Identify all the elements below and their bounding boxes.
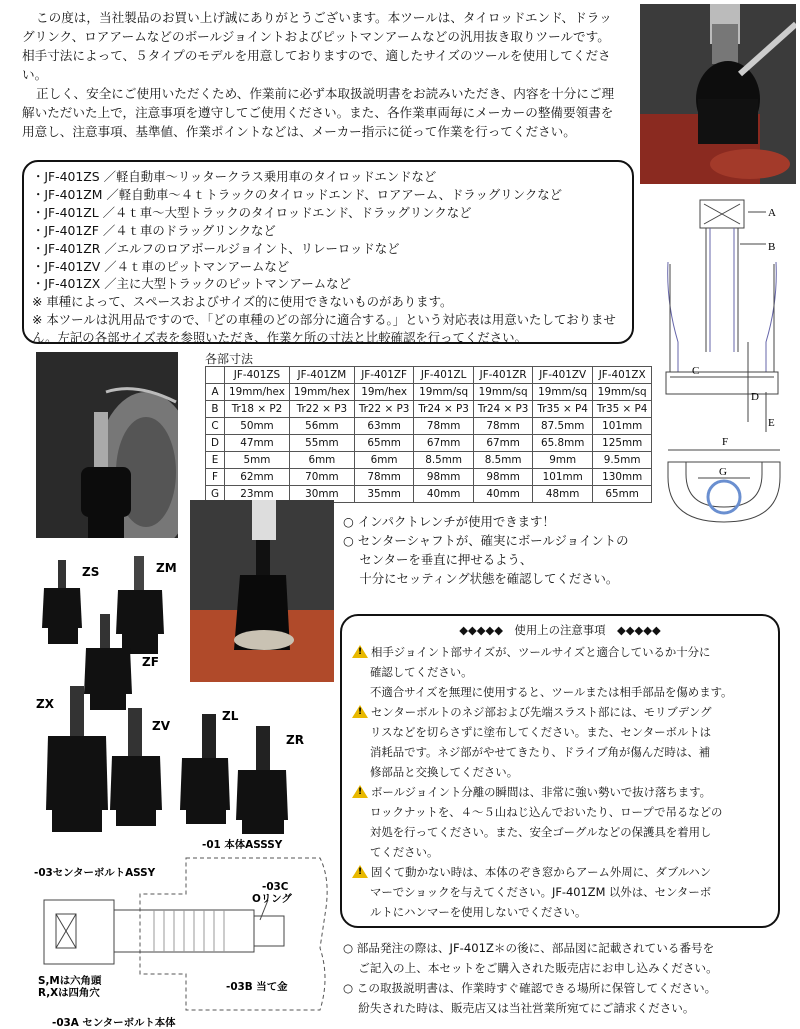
caution-item [352,862,768,922]
usage-notes [343,512,629,588]
table-row [206,469,652,486]
table-cell: 63mm [354,418,414,435]
intro-text [22,8,622,141]
part-label-note1: S,Mは六角頭 [38,975,102,987]
table-cell: 65.8mm [533,435,593,452]
dim-label-d: D [751,391,759,403]
order-note: ご記入の上、本セットをご購入された販売店にお申し込みください。 [343,961,718,975]
table-row [206,452,652,469]
table-cell: 78mm [354,469,414,486]
table-cell: 125mm [592,435,652,452]
order-note: ○ 部品発注の際は、JF-401Z＊の後に、部品図に記載されている番号を [343,941,715,955]
table-cell: Tr24 × P3 [473,401,533,418]
dim-label-g: G [719,466,727,478]
row-label-cell: B [206,401,225,418]
model-item: ・JF-401ZV ／４ｔ車のピットマンアームなど [32,258,290,274]
table-cell: 48mm [533,486,593,503]
tool-label-zm: ZM [156,561,177,575]
table-cell: 9.5mm [592,452,652,469]
table-cell: 62mm [225,469,290,486]
tool-lineup [30,548,330,838]
model-item: ・JF-401ZR ／エルフのロアボールジョイント、リレーロッドなど [32,240,400,256]
usage-photo-top [640,4,796,184]
dim-label-f: F [722,436,729,448]
caution-line: 修部品と交換してください。 [370,765,519,779]
row-label-cell: D [206,435,225,452]
table-cell: Tr18 × P2 [225,401,290,418]
table-cell: 47mm [225,435,290,452]
usage-note: ○ センターシャフトが、確実にボールジョイントの [343,533,629,548]
model-item: ・JF-401ZM ／軽自動車〜４ｔトラックのタイロッドエンド、ロアアーム、ドラッグリンクなど [32,186,563,202]
caution-item [352,702,768,782]
table-cell: 19mm/hex [225,384,290,401]
caution-line: ロックナットを、４〜５山ねじ込んでおいたり、ロープで吊るなどの [370,805,723,819]
caution-line: 消耗品です。ネジ部がやせてきたり、ドライブ角が傷んだ時は、補 [370,745,711,759]
table-cell: 40mm [473,486,533,503]
table-cell: 56mm [289,418,354,435]
table-cell: 35mm [354,486,414,503]
tool-label-zs: ZS [82,565,100,579]
table-cell: 130mm [592,469,652,486]
table-cell: 65mm [354,435,414,452]
table-cell: 67mm [414,435,474,452]
table-header-cell: JF-401ZF [354,367,414,384]
table-cell: 5mm [225,452,290,469]
tool-label-zf: ZF [142,655,159,669]
table-cell: 19mm/sq [592,384,652,401]
part-label-oring-code: -03C [262,881,289,893]
tool-zl-image [180,714,230,824]
order-note: 紛失された時は、販売店又は当社営業所宛てにご請求ください。 [343,1001,695,1015]
table-row [206,384,652,401]
order-notes [343,938,718,1018]
table-cell: 23mm [225,486,290,503]
warning-icon [352,785,368,798]
table-cell: 19m/hex [354,384,414,401]
part-label-bolt-body: -03A センターボルト本体 [52,1017,176,1029]
table-header-cell: JF-401ZL [414,367,474,384]
part-label-oring: Oリング [252,893,292,905]
caution-item [352,782,768,862]
table-cell: 19mm/sq [473,384,533,401]
intro-paragraph-2: 正しく、安全にご使用いただくため、作業前に必ず本取扱説明書をお読みいただき、内容を十分にご理解いただいた上で，注意事項を遵守してご使用ください。また、各作業車両毎にメーカーの整備要領書を用意し、注意事項、基準値、作業ポイントなどは、メーカー指示に従って作業を行ってください。 [22,86,615,139]
table-cell: 9mm [533,452,593,469]
model-note: ※ 本ツールは汎用品ですので、「どの車種のどの部分に適合する。」という対応表は用意いたしておりません。左記の各部サイズ表を参照いただき、作業ケ所の寸法と比較確認を行ってください。 [32,312,616,346]
table-cell: 98mm [473,469,533,486]
caution-line: マーでショックを与えてください。JF-401ZM 以外は、センターボ [370,885,712,899]
sizes-table [205,366,652,503]
part-label-note2: R,Xは四角穴 [38,987,100,999]
table-cell: Tr22 × P3 [289,401,354,418]
intro-paragraph-1: この度は，当社製品のお買い上げ誠にありがとうございます。本ツールは、タイロッドエンド、ドラッグリンク、ロアアームなどのボールジョイントおよびピットマンアームなどの汎用抜き取りツールです。相手寸法によって、５タイプのモデルを用意しておりますので、適したサイズのツールを使用してください。 [22,10,612,82]
table-cell: 6mm [289,452,354,469]
caution-box [340,614,780,928]
table-cell: 19mm/hex [289,384,354,401]
row-label-cell: E [206,452,225,469]
table-cell: Tr24 × P3 [414,401,474,418]
table-row [206,418,652,435]
table-cell: 78mm [473,418,533,435]
dim-label-e: E [768,417,775,429]
caution-item [352,642,768,702]
caution-line: センターボルトのネジ部および先端スラスト部には、モリブデング [371,705,712,719]
dim-label-c: C [692,365,700,377]
usage-note: ○ インパクトレンチが使用できます！ [343,514,555,529]
table-row [206,401,652,418]
caution-line: 固くて動かない時は、本体のぞき窓からアーム外周に、ダブルハン [371,865,712,879]
caution-line: 確認してください。 [370,665,473,679]
table-row [206,435,652,452]
table-cell: 8.5mm [414,452,474,469]
caution-line: リスなどを切らさずに塗布してください。また、センターボルトは [370,725,712,739]
table-cell: Tr35 × P4 [592,401,652,418]
caution-title: ◆◆◆◆◆ 使用上の注意事項 ◆◆◆◆◆ [459,623,661,637]
model-note: ※ 車種によって、スペースおよびサイズ的に使用できないものがあります。 [32,294,453,310]
dim-label-a: A [768,207,776,219]
warning-icon [352,645,368,658]
tool-zr-image [236,726,288,834]
table-cell: 101mm [592,418,652,435]
part-label-plate: -03B 当て金 [226,981,288,993]
tool-zs-image [42,560,82,644]
table-cell: 87.5mm [533,418,593,435]
dim-label-b: B [768,241,776,253]
table-cell: 19mm/sq [533,384,593,401]
table-header-row [206,367,652,384]
table-cell: 19mm/sq [414,384,474,401]
row-label-cell: C [206,418,225,435]
row-label-cell: A [206,384,225,401]
tool-label-zx: ZX [36,697,54,711]
table-cell: 101mm [533,469,593,486]
table-cell: 98mm [414,469,474,486]
table-cell: 67mm [473,435,533,452]
sizes-table-title: 各部寸法 [205,352,254,366]
order-note: ○ この取扱説明書は、作業時すぐ確認できる場所に保管してください。 [343,981,717,995]
part-label-center-bolt: -03センターボルトASSY [34,867,156,879]
model-list-box [22,160,634,344]
table-cell: 40mm [414,486,474,503]
model-item: ・JF-401ZL ／４ｔ車〜大型トラックのタイロッドエンド、ドラッグリンクなど [32,204,472,220]
row-label-cell: G [206,486,225,503]
parts-diagram [30,838,340,1029]
tool-label-zv: ZV [152,719,170,733]
table-cell: 30mm [289,486,354,503]
caution-line: てください。 [370,845,439,859]
caution-line: ボールジョイント分離の瞬間は、非常に強い勢いで抜け落ちます。 [371,785,712,799]
table-header-cell: JF-401ZV [533,367,593,384]
table-cell: 55mm [289,435,354,452]
table-header-cell: JF-401ZS [225,367,290,384]
table-cell: Tr35 × P4 [533,401,593,418]
tool-label-zr: ZR [286,733,304,747]
warning-icon [352,865,368,878]
row-label-cell: F [206,469,225,486]
caution-line: 対処を行ってください。また、安全ゴーグルなどの保護具を着用し [370,825,712,839]
table-cell: 78mm [414,418,474,435]
usage-note: センターを垂直に押せるよう、 [343,552,533,567]
table-header-cell: JF-401ZX [592,367,652,384]
usage-photo-top-image [640,4,796,184]
table-header-cell [206,367,225,384]
model-item: ・JF-401ZS ／軽自動車〜リッタークラス乗用車のタイロッドエンドなど [32,169,437,184]
table-cell: 50mm [225,418,290,435]
usage-photo-left [36,352,178,538]
caution-line: ルトにハンマーを使用しないでください。 [370,905,587,919]
table-cell: 70mm [289,469,354,486]
table-header-cell: JF-401ZR [473,367,533,384]
caution-line: 相手ジョイント部サイズが、ツールサイズと適合しているか十分に [371,645,711,659]
usage-photo-left-image [36,352,178,538]
usage-note: 十分にセッティング状態を確認してください。 [343,571,619,586]
dimension-diagram [648,192,798,542]
model-item: ・JF-401ZX ／主に大型トラックのピットマンアームなど [32,276,351,292]
table-cell: 65mm [592,486,652,503]
table-cell: 8.5mm [473,452,533,469]
tool-label-zl: ZL [222,709,239,723]
table-cell: 6mm [354,452,414,469]
part-label-body: -01 本体ASSSY [202,839,283,851]
caution-line: 不適合サイズを無理に使用すると、ツールまたは相手部品を傷めます。 [370,685,733,699]
model-item: ・JF-401ZF ／４ｔ車のドラッグリンクなど [32,222,276,238]
table-header-cell: JF-401ZM [289,367,354,384]
table-cell: Tr22 × P3 [354,401,414,418]
warning-icon [352,705,368,718]
